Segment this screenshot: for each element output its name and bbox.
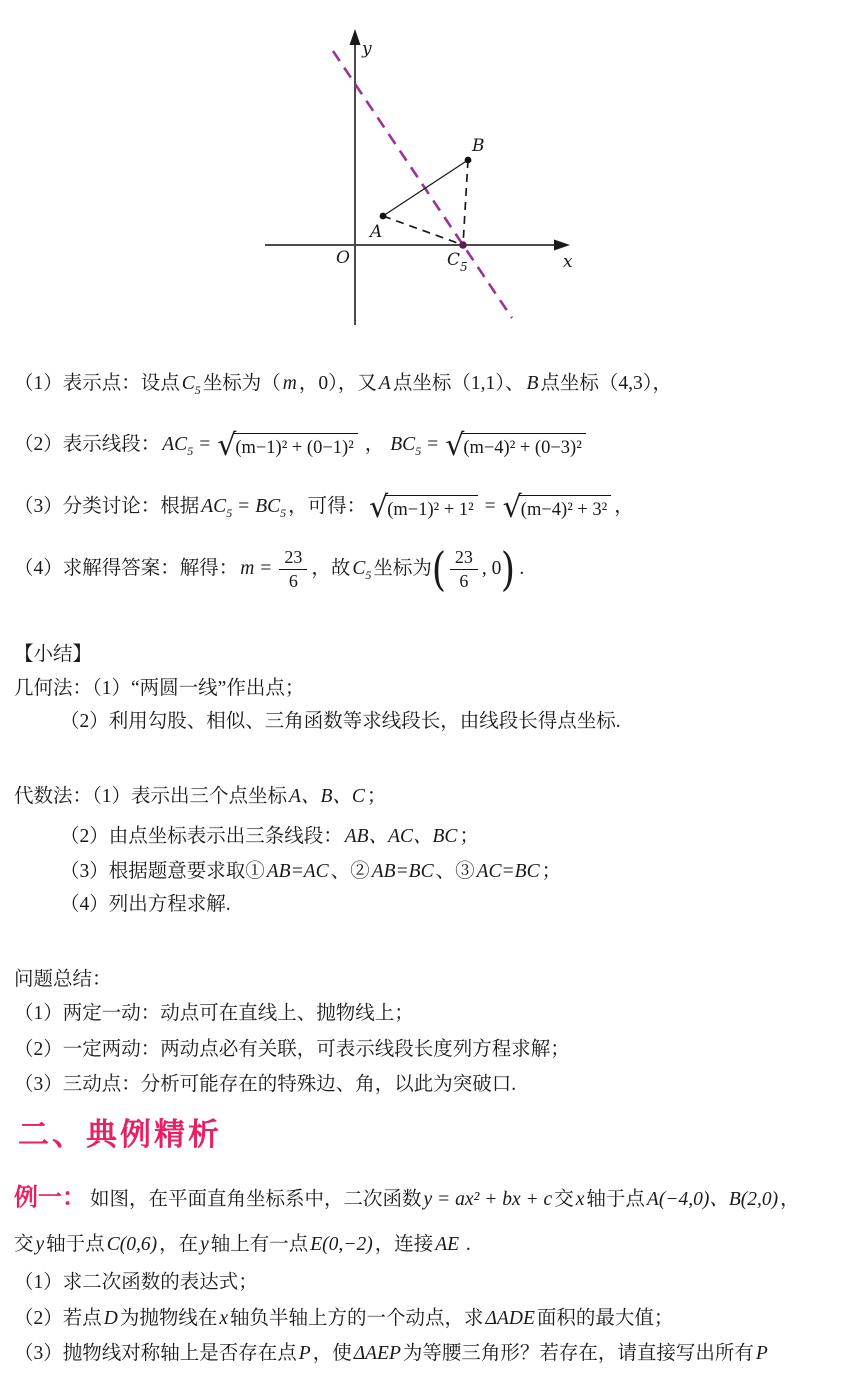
text-segment: （1）表示出三个点坐标 [92,786,288,807]
sqrt-expression [369,489,478,525]
text-segment: （2）利用勾股、相似、三角函数等求线段长，由线段长得点坐标. [60,711,621,732]
text-segment: ，故 [311,558,351,579]
perpendicular-bisector-dashed-line [333,51,512,318]
quadratic-formula: y = ax² + bx + c [423,1189,553,1210]
denominator: 6 [288,571,298,592]
text-segment: （1）“两圆一线”作出点； [92,678,305,699]
subscript: 5 [280,505,287,520]
big-open-paren: ( [431,542,447,597]
algebra-method-line-1 [0,783,847,810]
problem-summary-item-3 [0,1071,847,1098]
subscript: 5 [365,567,372,582]
text-segment: ， [780,1189,800,1210]
math-var: BC [255,496,281,517]
text-segment: 点坐标（4,3）， [540,373,673,394]
fraction [279,548,307,591]
text-segment: 面积的最大值； [536,1308,674,1329]
algebra-method-line-4 [0,891,847,918]
math-equation: AB=BC [371,861,434,882]
text-segment: ； [459,826,479,847]
segment-bc5-dashed [463,160,468,245]
example-1-intro-line [0,1182,847,1216]
y-axis-label: y [362,39,372,59]
method-label: 几何法： [14,678,93,699]
text-segment: 坐标为（ [202,373,281,394]
geometry-method-line-2 [0,708,847,735]
triangle-aep: ΔAEP [353,1343,401,1364]
example-label: 例一： [14,1184,86,1211]
text-segment: （1）求二次函数的表达式； [14,1272,258,1293]
text-segment: 如图，在平面直角坐标系中，二次函数 [90,1189,422,1210]
text-segment: 问题总结： [14,969,112,990]
text-segment: （3）三动点：分析可能存在的特殊边、角，以此为突破口. [14,1074,517,1095]
math-var-p: P [755,1343,768,1364]
y-axis-arrow-icon [350,29,361,45]
denominator: 6 [459,571,469,592]
text-segment: 为抛物线在 [119,1308,218,1329]
math-var-m: m [240,558,255,579]
text-segment: ， [364,434,385,455]
segment-ae: AE [435,1234,460,1255]
subscript: 5 [194,382,201,397]
segment-ac5-dashed [383,216,463,245]
text-segment: 交 [14,1234,34,1255]
math-var: BC [390,434,416,455]
radical-sign: √ [502,489,522,525]
text-segment: 、③ [435,861,475,882]
sqrt-expression [502,489,612,525]
text-segment: 轴负半轴上方的一个动点，求 [230,1308,484,1329]
step-2-line [0,425,847,465]
subscript: 5 [415,443,422,458]
math-vars: AB、AC、BC [344,826,458,847]
math-var-m: m [282,373,297,394]
text-segment: ，使 [312,1343,352,1364]
summary-title [0,641,847,668]
coordinate-figure [250,25,580,330]
text-segment: ； [541,861,562,882]
text-segment: （2）由点坐标表示出三条线段： [60,826,343,847]
text-segment: （4）求解得答案：解得： [14,558,239,579]
step-3-line [0,487,847,527]
example-1-intro-line-2 [0,1231,847,1258]
math-var-a: A [378,373,391,394]
math-vars: A、B、C [289,786,365,807]
step-1-line [0,370,847,397]
text-segment: , 0 [481,558,502,579]
step-4-line [0,541,847,597]
text-segment: （1）表示点：设点 [14,373,180,394]
radical-sign: √ [217,427,237,463]
radicand: (m−1)² + 1² [385,495,477,521]
example-1-question-2 [0,1305,847,1332]
subscript: 5 [226,505,233,520]
math-var-b: B [526,373,539,394]
radicand: (m−4)² + 3² [519,495,611,521]
point-c: C(0,6) [106,1234,158,1255]
point-a-label: A [370,222,383,242]
math-var-c5 [180,373,203,397]
example-1-question-1 [0,1269,847,1296]
text-segment: 点坐标（1,1）、 [392,373,525,394]
math-var-p: P [298,1343,311,1364]
big-close-paren: ) [501,542,516,597]
algebra-method-line-2 [0,823,847,850]
text-segment: 【小结】 [14,644,93,665]
point-c-label-subscript: 5 [460,260,468,274]
subscript: 5 [187,443,194,458]
origin-label: O [336,248,350,268]
text-segment: （3）抛物线对称轴上是否存在点 [14,1343,297,1364]
equals-sign: = [199,434,211,455]
equals-sign: = [427,434,439,455]
math-var-ac5 [199,496,234,520]
text-segment: ，连接 [374,1234,434,1255]
sqrt-expression [217,427,358,463]
math-var: C [352,558,366,579]
geometry-method-line-1 [0,675,847,702]
solution-text-column [0,363,847,1367]
math-var-bc5 [388,434,423,458]
numerator: 23 [279,548,307,570]
equals-sign: = [484,496,496,517]
math-var-y: y [35,1234,45,1255]
radical-sign: √ [369,489,389,525]
point-b-label: B [472,136,485,156]
text-segment: 为等腰三角形？若存在，请直接写出所有 [402,1343,754,1364]
point-e: E(0,−2) [310,1234,373,1255]
math-var-bc5 [253,496,288,520]
text-segment: 轴于点 [586,1189,645,1210]
math-var-d: D [103,1308,118,1329]
text-segment: ，可得： [288,496,367,517]
math-equation: AB=AC [266,861,329,882]
math-var: C [181,373,195,394]
text-segment: 轴上有一点 [210,1234,309,1255]
text-segment: ， [614,496,634,517]
text-segment: （3）根据题意要求取① [60,861,265,882]
x-axis-arrow-icon [554,240,570,251]
math-var: AC [201,496,227,517]
example-1-question-3 [0,1340,847,1367]
math-var: AC [162,434,188,455]
triangle-ade: ΔADE [485,1308,535,1329]
math-equation: AC=BC [476,861,540,882]
text-segment: （3）分类讨论：根据 [14,496,200,517]
problem-summary-title [0,966,847,993]
text-segment: （2）若点 [14,1308,102,1329]
problem-summary-item-1 [0,1000,847,1027]
text-segment: . [461,1234,471,1255]
text-segment: 坐标为 [373,558,432,579]
point-c5 [459,241,467,249]
point-a [380,213,387,220]
radicand: (m−1)² + (0−1)² [233,433,357,459]
equals-sign: = [260,558,272,579]
fraction [450,548,478,591]
math-var-x: x [575,1189,585,1210]
text-segment: ，0），又 [298,373,377,394]
method-label: 代数法： [14,786,93,807]
algebra-method-line-3 [0,858,847,885]
math-var-y: y [200,1234,209,1255]
text-segment: ； [366,786,387,807]
text-segment: （2）一定两动：两动点必有关联，可表示线段长度列方程求解； [14,1039,570,1060]
points-ab: A(−4,0)、B(2,0) [646,1189,779,1210]
math-var-c5 [350,558,373,582]
radical-sign: √ [445,427,465,463]
segment-ab [383,160,468,216]
text-segment: （4）列出方程求解. [60,894,231,915]
point-b [465,157,472,164]
text-segment: （2）表示线段： [14,434,161,455]
x-axis-label: x [563,252,573,272]
problem-summary-item-2 [0,1036,847,1063]
coordinate-plane-svg [250,25,580,330]
text-segment: . [519,558,525,579]
section-heading: 二、典例精析 [18,1117,222,1152]
math-var-ac5 [160,434,195,458]
text-segment: 轴于点 [46,1234,105,1255]
text-segment: （1）两定一动：动点可在直线上、抛物线上； [14,1003,414,1024]
equals-sign: = [238,496,250,517]
sqrt-expression [445,427,586,463]
radicand: (m−4)² + (0−3)² [461,433,585,459]
point-c-label: C [447,250,461,270]
text-segment: 交 [554,1189,574,1210]
text-segment: 、② [330,861,370,882]
text-segment: ，在 [159,1234,199,1255]
math-var-x: x [219,1308,229,1329]
numerator: 23 [450,548,478,570]
